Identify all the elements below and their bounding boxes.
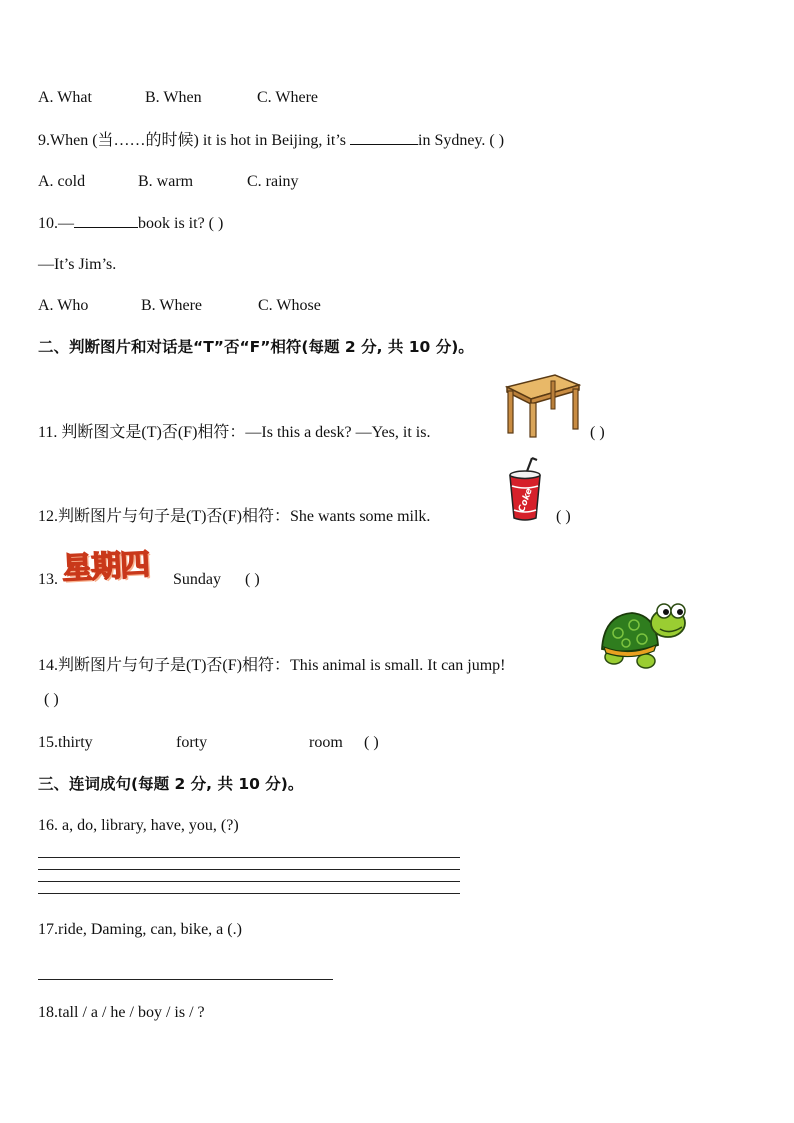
q12-answer-paren[interactable]: ( ): [556, 508, 571, 525]
q10-prefix: 10.—: [38, 215, 74, 232]
q14-answer-paren[interactable]: ( ): [44, 691, 59, 708]
q10-suffix: book is it? ( ): [138, 215, 224, 232]
q11-answer-paren[interactable]: ( ): [590, 424, 605, 441]
q12-text: 12.判断图片与句子是(T)否(F)相符：She wants some milk.: [38, 508, 431, 525]
q10-blank[interactable]: [74, 213, 138, 228]
q16-answer-line-3[interactable]: [38, 881, 460, 882]
q17-answer-line[interactable]: [38, 979, 333, 980]
q10-option-c: C. Whose: [258, 297, 321, 314]
q14-text: 14.判断图片与句子是(T)否(F)相符：This animal is small. It can jump!: [38, 657, 506, 674]
q15-word-3: room: [309, 734, 343, 751]
q8-options: [38, 88, 438, 108]
q9-option-c: C. rainy: [247, 173, 299, 190]
q13-answer-paren[interactable]: ( ): [245, 571, 260, 588]
turtle-icon: [598, 601, 690, 671]
q16-answer-line-2[interactable]: [38, 869, 460, 870]
q13-number: 13.: [38, 571, 58, 588]
q8-option-c: C. Where: [257, 89, 319, 106]
section-2-heading: 二、判断图片和对话是“T”否“F”相符(每题 2 分, 共 10 分)。: [38, 338, 474, 356]
q9-suffix: in Sydney. ( ): [418, 132, 505, 149]
q9-options: [38, 172, 438, 192]
q15-word-1: 15.thirty: [38, 734, 93, 751]
desk-icon: [503, 373, 581, 439]
q10-options: [38, 296, 438, 316]
q10-option-b: B. Where: [141, 297, 203, 314]
q10-option-a: A. Who: [38, 297, 89, 314]
section-3-heading: 三、连词成句(每题 2 分, 共 10 分)。: [38, 775, 304, 793]
q15-word-2: forty: [176, 734, 208, 751]
q9-prefix: 9.When (当……的时候) it is hot in Beijing, it’s: [38, 132, 350, 149]
q11-text: 11. 判断图文是(T)否(F)相符：—Is this a desk? —Yes, it is.: [38, 424, 431, 441]
q9-option-a: A. cold: [38, 173, 86, 190]
q8-option-a: A. What: [38, 89, 92, 106]
thursday-image-text: 星期四: [61, 547, 151, 587]
q15-answer-paren[interactable]: ( ): [364, 734, 379, 751]
cup-label: Coke: [517, 487, 535, 514]
cola-cup-icon: [506, 456, 544, 522]
q13-word: Sunday: [173, 571, 221, 588]
q16-answer-line-1[interactable]: [38, 857, 460, 858]
q16-answer-line-4[interactable]: [38, 893, 460, 894]
q8-option-b: B. When: [145, 89, 202, 106]
q18-text: 18.tall / a / he / boy / is / ?: [38, 1004, 205, 1021]
q17-text: 17.ride, Daming, can, bike, a (.): [38, 921, 242, 938]
q9-option-b: B. warm: [138, 173, 194, 190]
q10-question: [38, 213, 223, 234]
q16-text: 16. a, do, library, have, you, (?): [38, 817, 239, 834]
q10-answer: —It’s Jim’s.: [38, 256, 117, 273]
q9-question: [38, 130, 504, 151]
q9-blank[interactable]: [350, 130, 418, 145]
q15-words: [38, 733, 458, 753]
